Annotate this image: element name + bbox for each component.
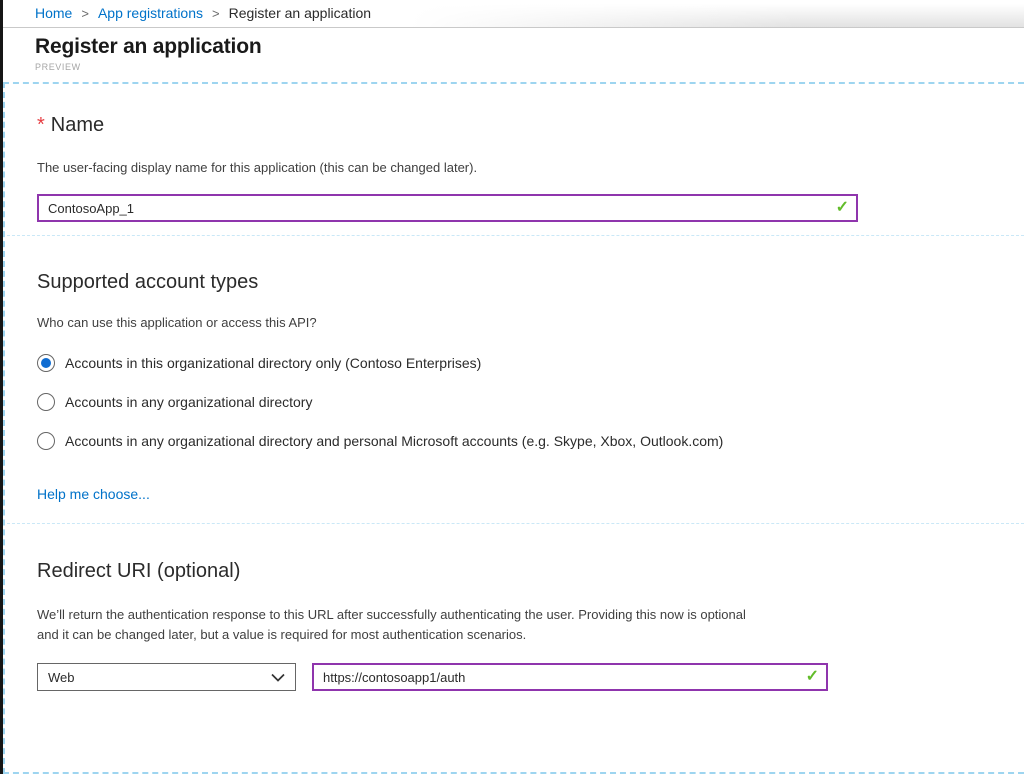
section-divider	[7, 235, 1024, 236]
radio-option-label[interactable]: Accounts in this organizational directory only (Contoso Enterprises)	[65, 355, 482, 371]
account-types-question: Who can use this application or access this API?	[37, 315, 317, 330]
radio-button-icon[interactable]	[37, 432, 55, 450]
valid-check-icon: ✓	[835, 199, 849, 217]
window-left-edge	[0, 0, 3, 774]
breadcrumb-current-page: Register an application	[228, 5, 372, 21]
redirect-platform-select[interactable]	[37, 663, 296, 691]
radio-button-icon[interactable]	[37, 393, 55, 411]
page-title: Register an application	[35, 35, 262, 58]
radio-option-this-directory-only[interactable]	[37, 354, 481, 372]
register-form	[3, 82, 1024, 774]
section-divider	[7, 523, 1024, 524]
breadcrumb-separator: >	[212, 6, 220, 21]
breadcrumb	[0, 0, 1024, 28]
name-description: The user-facing display name for this application (this can be changed later).	[37, 160, 478, 175]
redirect-uri-description-line2: and it can be changed later, but a value is required for most authentication scenarios.	[37, 627, 527, 642]
valid-check-icon: ✓	[805, 668, 819, 686]
preview-badge: PREVIEW	[35, 62, 81, 72]
radio-option-any-directory-and-personal[interactable]	[37, 432, 723, 450]
name-section-title: Name	[50, 114, 105, 136]
required-asterisk: *	[37, 114, 45, 136]
name-input[interactable]	[37, 194, 858, 222]
redirect-uri-input-container	[312, 663, 828, 691]
radio-option-label[interactable]: Accounts in any organizational directory	[65, 394, 313, 410]
page-header	[0, 29, 1024, 82]
chevron-down-icon	[271, 673, 285, 682]
help-me-choose-link[interactable]: Help me choose...	[37, 486, 150, 502]
radio-option-any-directory[interactable]	[37, 393, 312, 411]
redirect-uri-heading: Redirect URI (optional)	[37, 560, 241, 582]
name-input-container	[37, 194, 858, 222]
breadcrumb-link-home[interactable]: Home	[35, 5, 73, 21]
account-types-heading: Supported account types	[37, 271, 259, 293]
breadcrumb-separator: >	[81, 6, 89, 21]
breadcrumb-link-app-registrations[interactable]: App registrations	[97, 5, 204, 21]
radio-button-icon[interactable]	[37, 354, 55, 372]
redirect-uri-description-line1: We’ll return the authentication response to this URL after successfully authenticating the user. Providing this now is optional	[37, 607, 746, 622]
name-section-heading	[37, 114, 104, 137]
radio-selected-dot	[41, 358, 51, 368]
platform-select-value: Web	[48, 669, 75, 685]
redirect-uri-input[interactable]	[312, 663, 828, 691]
radio-option-label[interactable]: Accounts in any organizational directory and personal Microsoft accounts (e.g. Skype, Xbox, Outlook.com)	[65, 433, 724, 449]
